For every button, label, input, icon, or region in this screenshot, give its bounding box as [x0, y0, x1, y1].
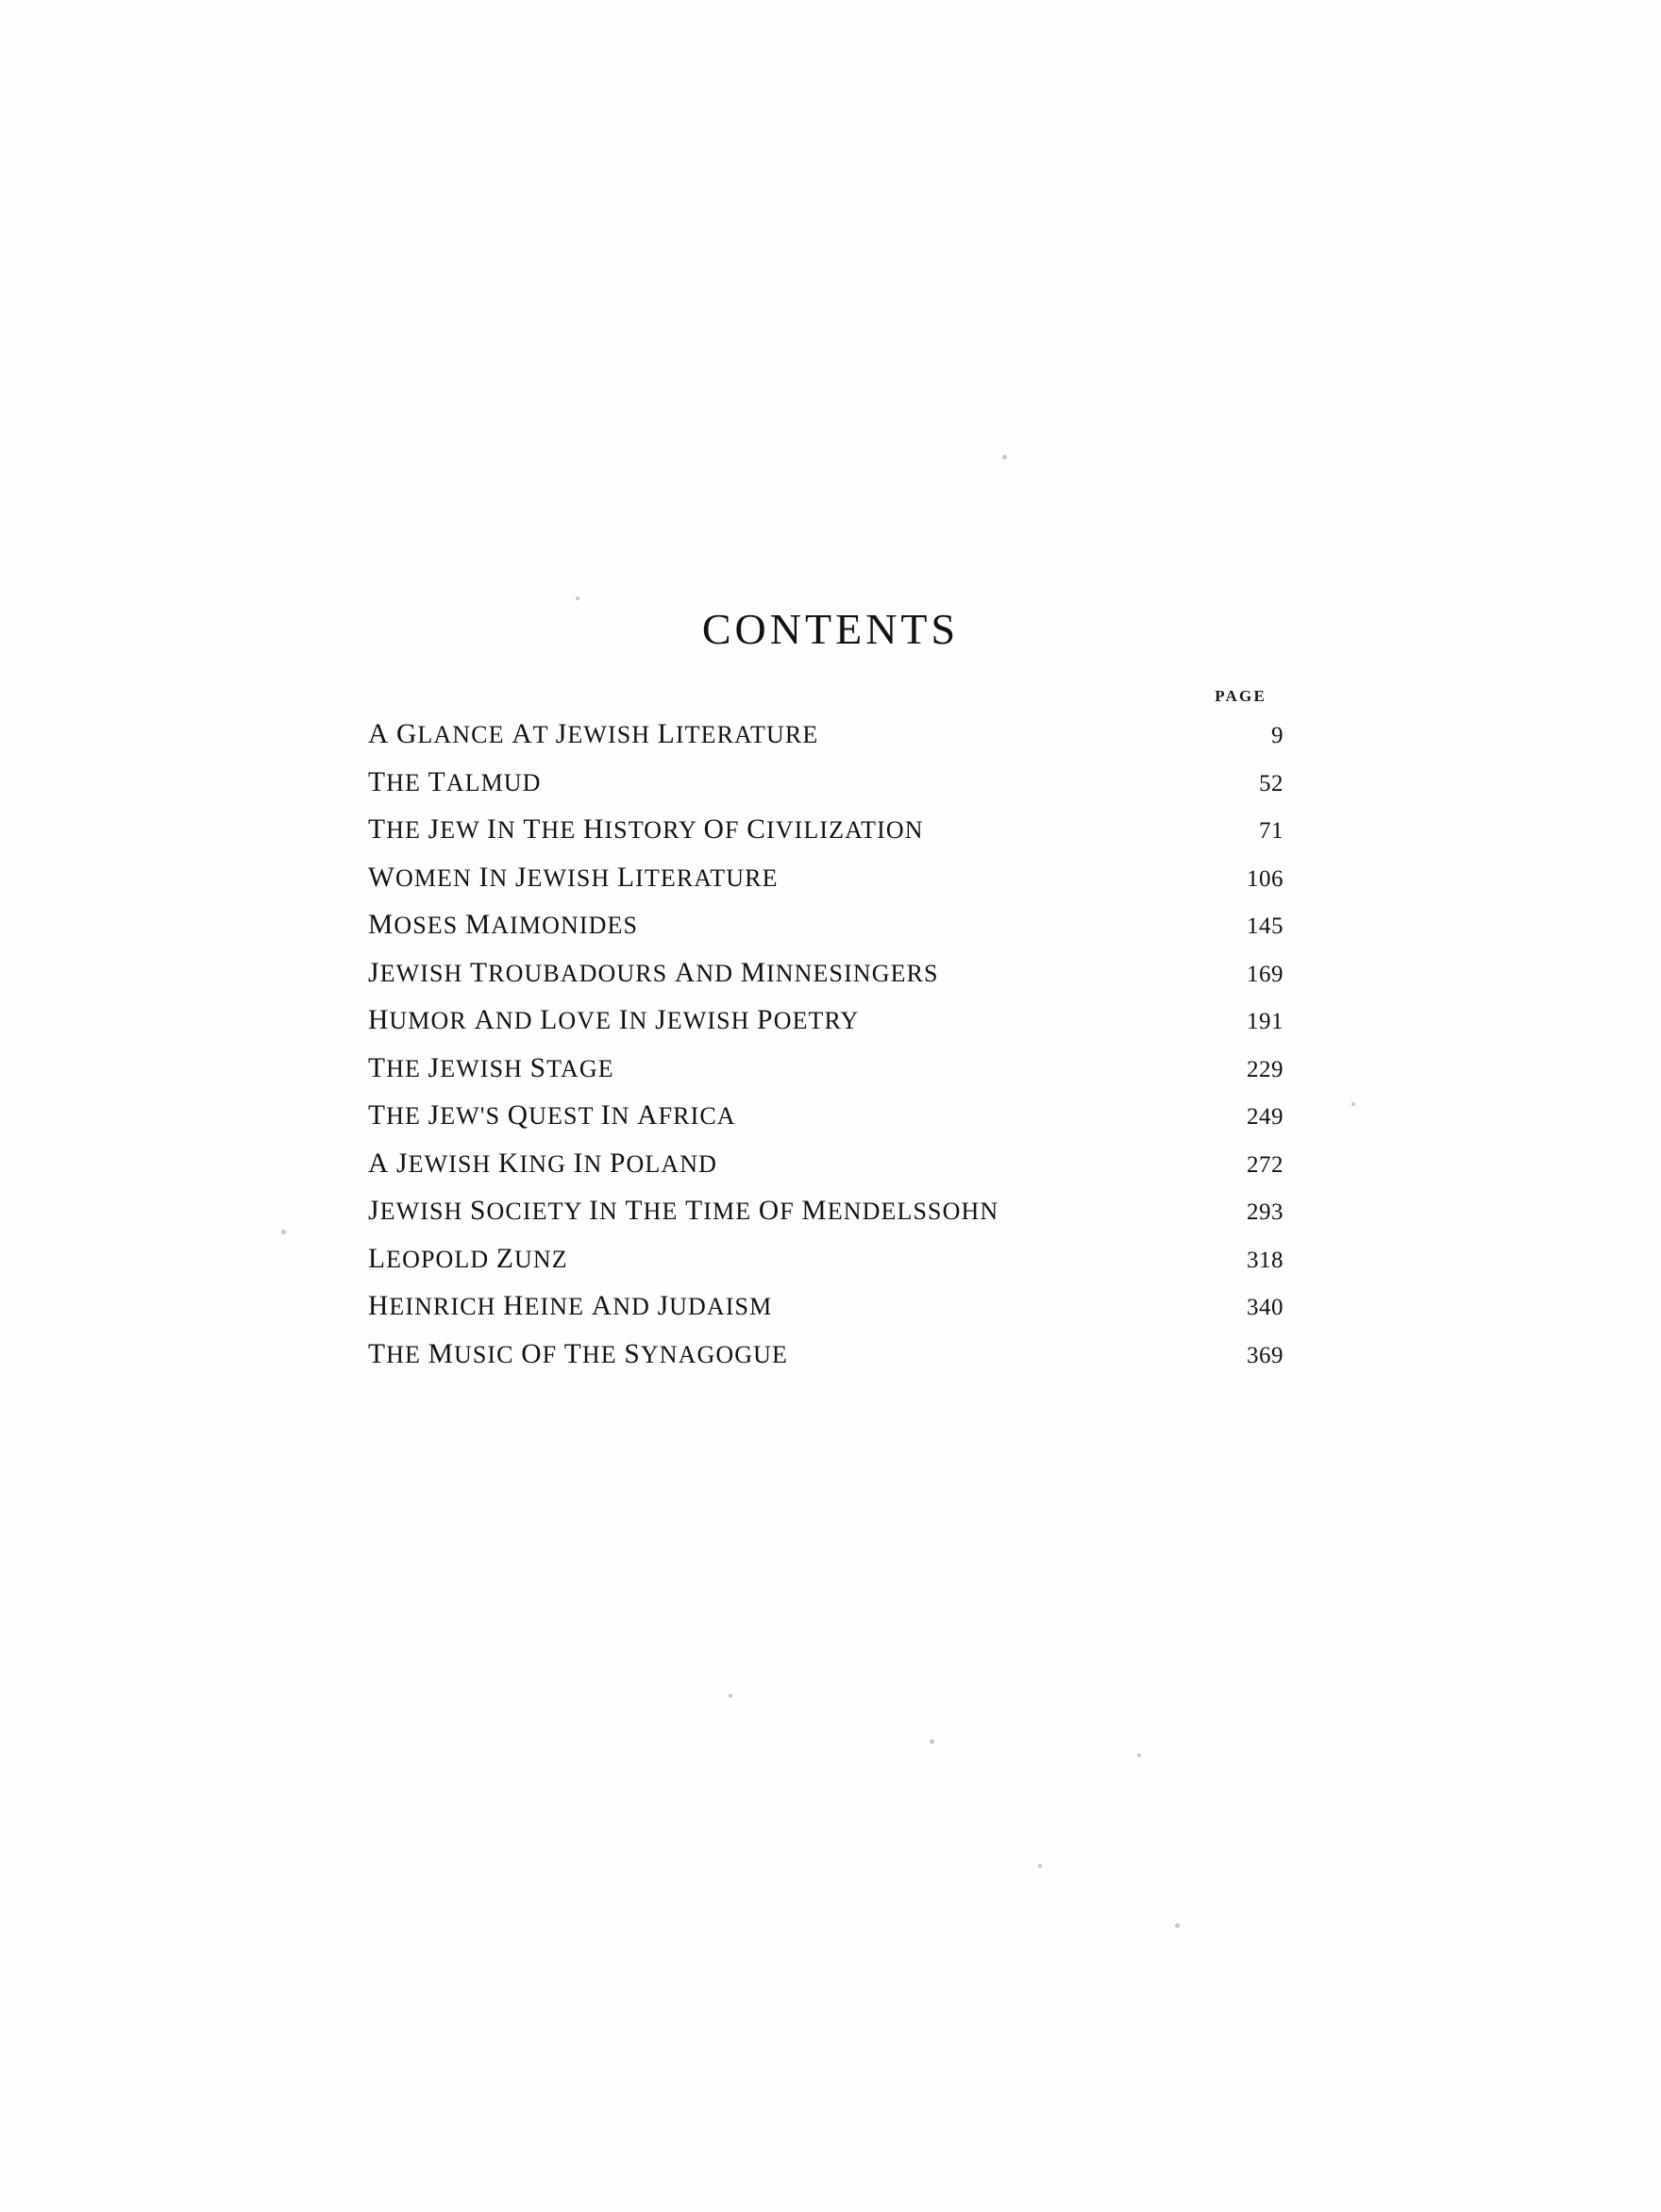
toc-entry-title: LEOPOLD ZUNZ — [368, 1243, 568, 1274]
paper-speck — [576, 596, 579, 600]
toc-entry-page: 191 — [1247, 1009, 1284, 1034]
toc-entry-title: JEWISH TROUBADOURS AND MINNESINGERS — [368, 957, 939, 988]
toc-leader-dots — [624, 1071, 1200, 1072]
toc-entry-page: 249 — [1247, 1104, 1284, 1130]
toc-entry[interactable] — [368, 1244, 1284, 1275]
toc-leader-dots — [578, 1262, 1200, 1263]
toc-entry-title: A JEWISH KING IN POLAND — [368, 1148, 718, 1179]
toc-leader-dots — [948, 976, 1200, 977]
toc-leader-dots — [727, 1166, 1200, 1167]
toc-leader-dots — [647, 928, 1200, 929]
toc-entry[interactable] — [368, 1291, 1284, 1322]
toc-entry-title: MOSES MAIMONIDES — [368, 910, 639, 940]
toc-leader-dots — [746, 1118, 1200, 1119]
toc-entry-page: 106 — [1247, 865, 1284, 892]
toc-entry[interactable] — [368, 958, 1284, 989]
toc-entry-page: 369 — [1247, 1342, 1284, 1368]
toc-entry-page: 169 — [1247, 961, 1284, 987]
toc-leader-dots — [551, 785, 1200, 786]
toc-entry-title: THE JEWISH STAGE — [368, 1052, 614, 1083]
paper-speck — [1002, 455, 1007, 460]
toc-leader-dots — [788, 880, 1200, 881]
toc-entry-page: 9 — [1271, 723, 1284, 748]
toc-entry-page: 229 — [1247, 1056, 1284, 1082]
toc-entry[interactable] — [368, 1100, 1284, 1131]
toc-entry[interactable] — [368, 719, 1284, 750]
toc-entry-title: WOMEN IN JEWISH LITERATURE — [368, 862, 779, 893]
paper-speck — [1038, 1864, 1042, 1868]
toc-entry-page: 145 — [1247, 913, 1284, 939]
toc-entry-title: A GLANCE AT JEWISH LITERATURE — [368, 719, 819, 749]
toc-leader-dots — [781, 1309, 1200, 1310]
toc-entry[interactable] — [368, 1196, 1284, 1227]
toc-entry-page: 318 — [1247, 1247, 1284, 1273]
toc-entry[interactable] — [368, 863, 1284, 894]
toc-entry[interactable] — [368, 1053, 1284, 1084]
toc-entry-title: THE MUSIC OF THE SYNAGOGUE — [368, 1338, 788, 1369]
toc-entry-title: THE JEW IN THE HISTORY OF CIVILIZATION — [368, 814, 924, 845]
toc-entry-title: HEINRICH HEINE AND JUDAISM — [368, 1291, 773, 1321]
toc-entry-title: JEWISH SOCIETY IN THE TIME OF MENDELSSOHN — [368, 1196, 999, 1226]
toc-entry[interactable] — [368, 1339, 1284, 1370]
paper-speck — [281, 1230, 286, 1234]
table-of-contents — [368, 687, 1284, 1386]
toc-entry-page: 272 — [1247, 1151, 1284, 1178]
toc-leader-dots — [933, 832, 1200, 833]
toc-leader-dots — [828, 737, 1200, 738]
paper-speck — [930, 1739, 934, 1744]
toc-entry-page: 340 — [1247, 1295, 1284, 1320]
toc-entry-title: THE JEW'S QUEST IN AFRICA — [368, 1100, 736, 1131]
toc-leader-dots — [1008, 1214, 1200, 1215]
toc-entry[interactable] — [368, 814, 1284, 846]
paper-speck — [1351, 1102, 1355, 1106]
toc-entry[interactable] — [368, 1005, 1284, 1036]
toc-entry-title: THE TALMUD — [368, 766, 542, 797]
toc-entry-title: HUMOR AND LOVE IN JEWISH POETRY — [368, 1005, 860, 1035]
page-column-header: PAGE — [1215, 687, 1267, 705]
toc-entry-page: 71 — [1259, 818, 1284, 844]
paper-speck — [1175, 1923, 1180, 1928]
toc-leader-dots — [797, 1357, 1200, 1358]
toc-entry-page: 52 — [1259, 770, 1284, 796]
paper-speck — [729, 1694, 732, 1698]
toc-leader-dots — [868, 1023, 1200, 1024]
paper-speck — [1137, 1753, 1141, 1757]
toc-entry[interactable] — [368, 1148, 1284, 1180]
page-title: CONTENTS — [701, 605, 960, 653]
toc-entry-page: 293 — [1247, 1199, 1284, 1225]
toc-entry[interactable] — [368, 910, 1284, 941]
toc-entry[interactable] — [368, 767, 1284, 798]
